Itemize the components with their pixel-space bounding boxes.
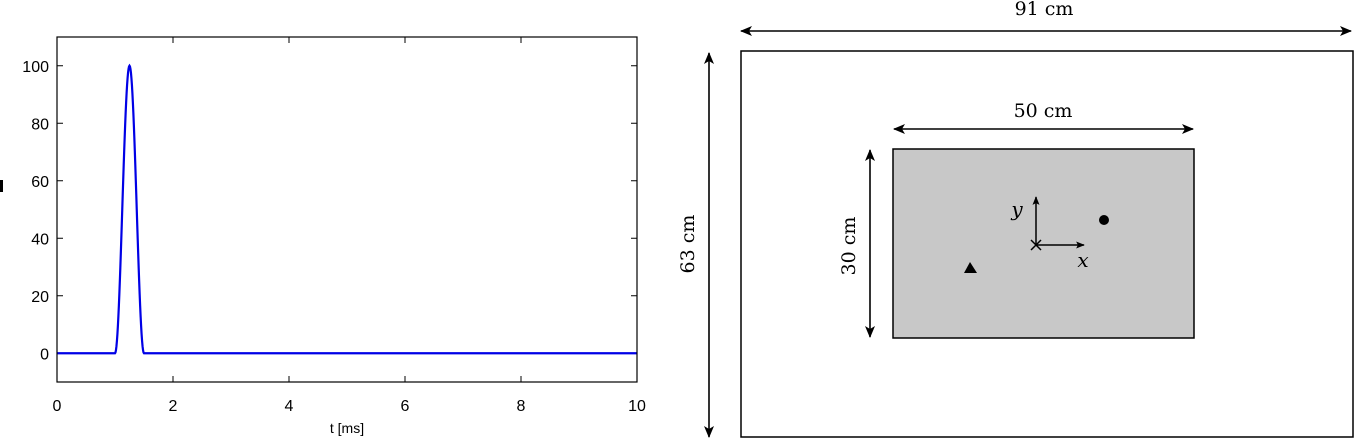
y-tick-label: 100 [22, 58, 49, 76]
x-tick-label: 10 [628, 398, 646, 415]
y-tick-label: 60 [31, 173, 49, 191]
outer-height-label: 63 cm [677, 214, 699, 274]
outer-width-label: 91 cm [1014, 0, 1074, 20]
inner-height-label: 30 cm [838, 216, 860, 276]
plot-area [57, 37, 637, 382]
y-tick-label: 0 [40, 346, 49, 364]
pulse-chart [0, 37, 646, 436]
y-tick-label: 20 [31, 288, 49, 306]
inner-width-label: 50 cm [1013, 100, 1073, 122]
x-tick-labels [53, 398, 646, 415]
x-axis-label: t [ms] [329, 420, 365, 436]
geometry-diagram [677, 0, 1353, 437]
x-axis-symbol: x [1077, 248, 1089, 272]
y-axis-symbol: y [1011, 197, 1023, 221]
y-axis-label-fragment [0, 180, 3, 192]
y-tick-label: 40 [31, 231, 49, 249]
y-tick-label: 80 [31, 116, 49, 134]
circle-marker-icon [1099, 215, 1109, 225]
x-tick-label: 8 [516, 398, 526, 415]
x-tick-label: 6 [400, 398, 410, 415]
y-tick-labels [22, 59, 49, 364]
x-tick-label: 4 [284, 398, 294, 415]
x-tick-label: 0 [52, 398, 62, 415]
inner-rectangle [893, 149, 1194, 338]
x-tick-label: 2 [168, 398, 178, 415]
